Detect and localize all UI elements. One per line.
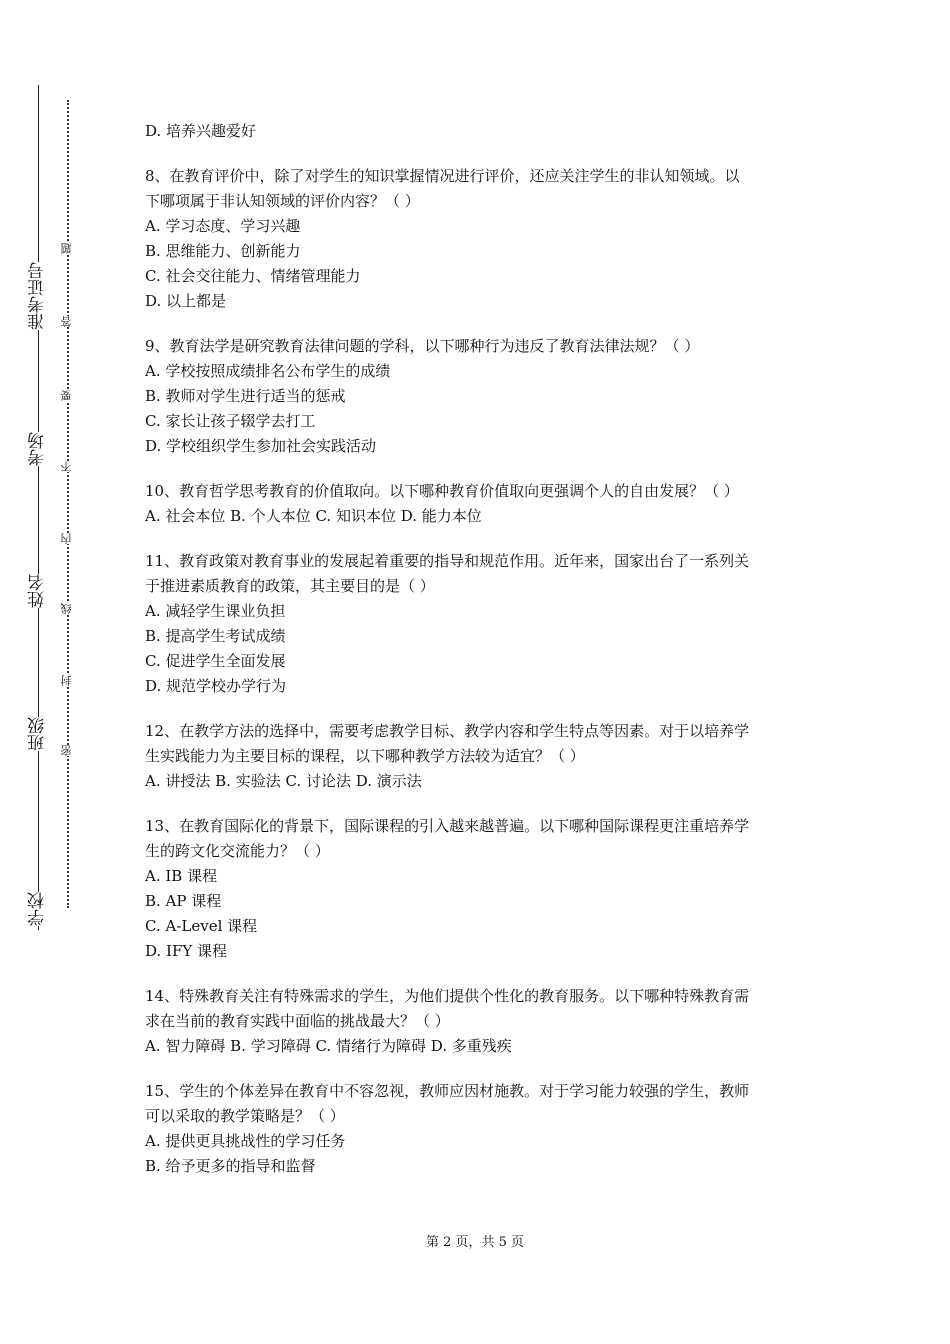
question-content	[145, 119, 815, 1199]
question-block	[145, 984, 815, 1059]
question-line: 生实践能力为主要目标的课程，以下哪种教学方法较为适宜？（ ）	[145, 747, 585, 765]
binding-field-label: 姓名	[24, 574, 52, 608]
binding-field-label: 学校	[24, 892, 52, 926]
question-line: A. IB 课程	[145, 867, 218, 885]
question-block	[145, 334, 815, 459]
question-line: B. 提高学生考试成绩	[145, 627, 286, 645]
question-line: A. 减轻学生课业负担	[145, 602, 286, 620]
question-line: 11、教育政策对教育事业的发展起着重要的指导和规范作用。近年来，国家出台了一系列关	[145, 552, 750, 570]
question-block	[145, 719, 815, 794]
question-line: B. 给予更多的指导和监督	[145, 1157, 316, 1175]
question-line: D. IFY 课程	[145, 942, 228, 960]
binding-field-label: 考场	[24, 432, 52, 466]
seal-line-char: 题	[60, 243, 73, 254]
binding-field-label: 班级	[24, 717, 52, 751]
seal-line-char: 答	[60, 316, 73, 327]
question-line: 求在当前的教育实践中面临的挑战最大？（ ）	[145, 1012, 450, 1030]
question-block	[145, 814, 815, 964]
question-block	[145, 119, 815, 144]
question-line: D. 培养兴趣爱好	[145, 122, 257, 140]
question-line: C. A-Level 课程	[145, 917, 258, 935]
seal-line-char: 封	[60, 675, 73, 686]
binding-solid-line	[38, 85, 39, 930]
question-line: 9、教育法学是研究教育法律问题的学科，以下哪种行为违反了教育法律法规？（ ）	[145, 337, 700, 355]
question-line: 下哪项属于非认知领域的评价内容？（ ）	[145, 192, 420, 210]
question-line: A. 学校按照成绩排名公布学生的成绩	[145, 362, 391, 380]
seal-line-char: 线	[60, 603, 73, 614]
question-line: C. 家长让孩子辍学去打工	[145, 412, 316, 430]
question-line: A. 讲授法 B. 实验法 C. 讨论法 D. 演示法	[145, 772, 422, 790]
seal-line-char: 要	[60, 390, 73, 401]
binding-field-label: 准考证号	[24, 262, 52, 330]
question-line: 8、在教育评价中，除了对学生的知识掌握情况进行评价，还应关注学生的非认知领域。以	[145, 167, 740, 185]
question-line: D. 以上都是	[145, 292, 227, 310]
question-block	[145, 1079, 815, 1179]
binding-margin	[0, 0, 110, 1344]
question-line: 于推进素质教育的政策，其主要目的是（ ）	[145, 577, 435, 595]
seal-dotted-line	[67, 100, 69, 908]
question-line: A. 提供更具挑战性的学习任务	[145, 1132, 346, 1150]
seal-line-char: 内	[60, 533, 73, 544]
question-line: 12、在教学方法的选择中，需要考虑教学目标、教学内容和学生特点等因素。对于以培养学	[145, 722, 750, 740]
question-line: A. 社会本位 B. 个人本位 C. 知识本位 D. 能力本位	[145, 507, 482, 525]
seal-line-char: 密	[60, 745, 73, 756]
question-line: B. 思维能力、创新能力	[145, 242, 301, 260]
question-line: 生的跨文化交流能力？（ ）	[145, 842, 330, 860]
seal-line-char: 不	[60, 461, 73, 472]
question-line: A. 学习态度、学习兴趣	[145, 217, 301, 235]
question-line: C. 促进学生全面发展	[145, 652, 286, 670]
question-line: 13、在教育国际化的背景下，国际课程的引入越来越普遍。以下哪种国际课程更注重培养学	[145, 817, 750, 835]
question-line: B. AP 课程	[145, 892, 222, 910]
question-line: 14、特殊教育关注有特殊需求的学生，为他们提供个性化的教育服务。以下哪种特殊教育需	[145, 987, 750, 1005]
question-line: D. 学校组织学生参加社会实践活动	[145, 437, 377, 455]
page-footer: 第 2 页，共 5 页	[425, 1235, 525, 1250]
question-line: D. 规范学校办学行为	[145, 677, 287, 695]
question-line: 10、教育哲学思考教育的价值取向。以下哪种教育价值取向更强调个人的自由发展？（ ）	[145, 482, 739, 500]
question-line: A. 智力障碍 B. 学习障碍 C. 情绪行为障碍 D. 多重残疾	[145, 1037, 512, 1055]
question-line: 15、学生的个体差异在教育中不容忽视，教师应因材施教。对于学习能力较强的学生，教师	[145, 1082, 750, 1100]
question-block	[145, 549, 815, 699]
question-line: C. 社会交往能力、情绪管理能力	[145, 267, 361, 285]
question-block	[145, 164, 815, 314]
question-block	[145, 479, 815, 529]
question-line: 可以采取的教学策略是？（ ）	[145, 1107, 345, 1125]
question-line: B. 教师对学生进行适当的惩戒	[145, 387, 346, 405]
